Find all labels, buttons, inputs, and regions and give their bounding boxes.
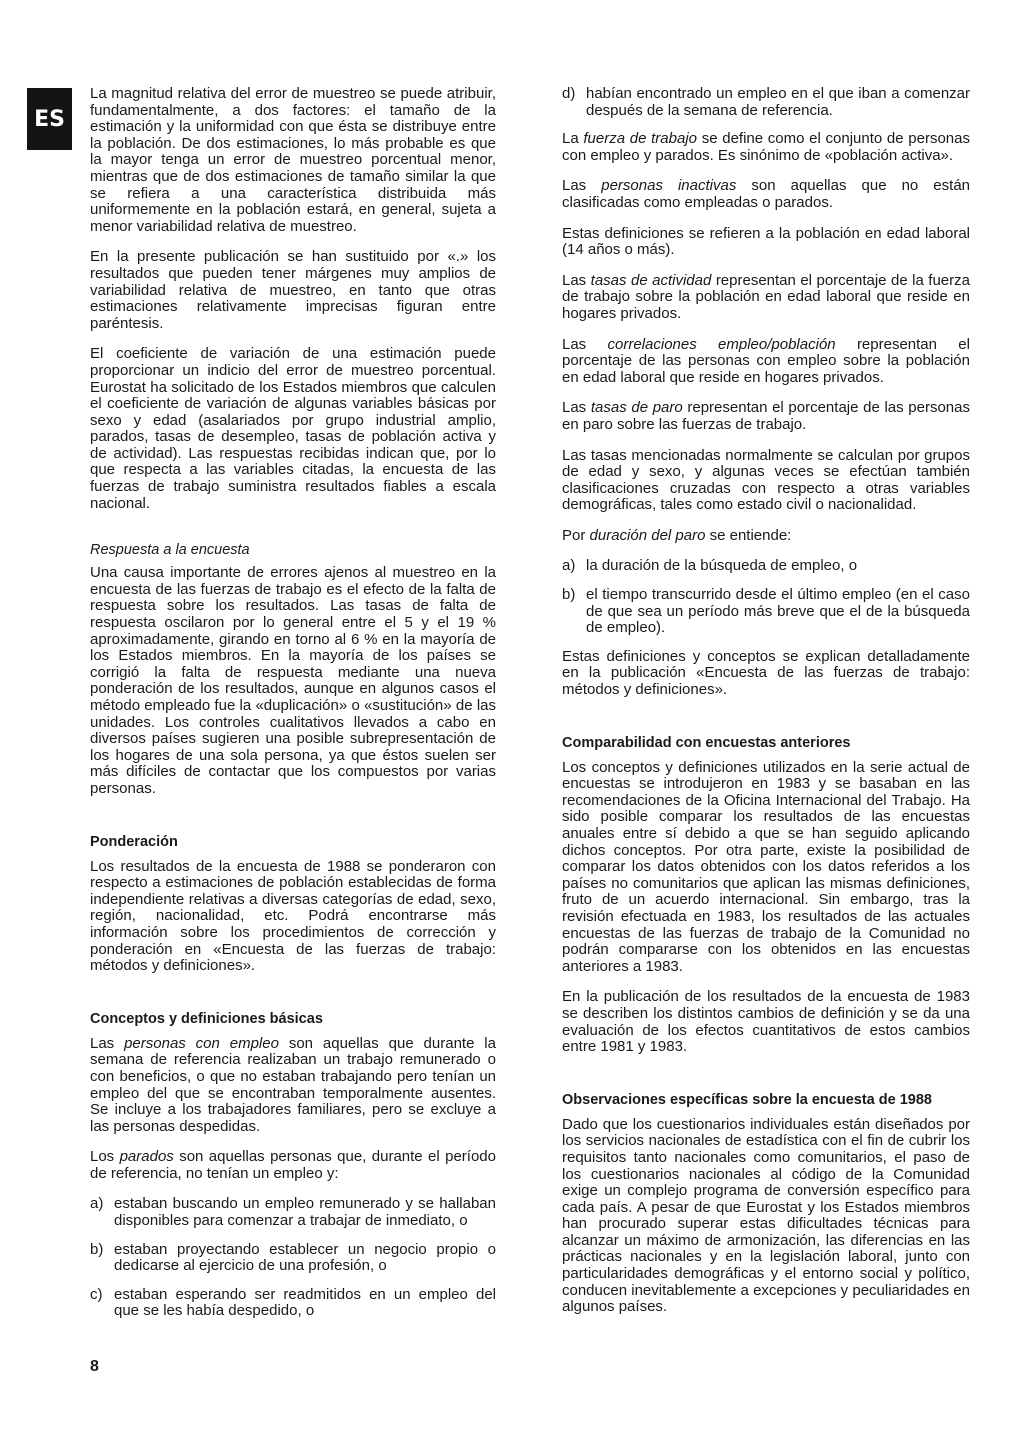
paragraph: Las tasas de paro representan el porcentaje de las personas en paro sobre las fuerzas de trabajo. <box>562 399 970 433</box>
list-text: el tiempo transcurrido desde el último empleo (en el caso de que sea un período más breve que el de la búsqueda de empleo). <box>586 586 970 637</box>
list-text: estaban proyectando establecer un negocio propio o dedicarse al ejercicio de una profesión, o <box>114 1240 496 1275</box>
language-tab: ES <box>27 88 72 150</box>
defined-term: tasas de paro <box>590 399 683 417</box>
list-text: la duración de la búsqueda de empleo, o <box>586 557 858 575</box>
paragraph: Los conceptos y definiciones utilizados en la serie actual de encuestas se introdujeron en 1983 y se basaban en las recomendaciones de la Oficina Internacional del Trabajo. Ha sido posible comparar los resultados de las encuestas anuales entre sí debido a que se han seguido aplicando dichos conceptos. Por otra parte, existe la posibilidad de comparar los datos obtenidos con los datos referidos a los países no comunitarios que aplican las mismas definiciones, fruto de un acuerdo internacional. Sin embargo, tras la revisión efectuada en 1983, los resultados de las actuales encuestas de las fuerzas de trabajo de la Comunidad no podrán compararse con los obtenidos en las encuestas anteriores a 1983. <box>562 758 970 975</box>
section-heading-comparabilidad: Comparabilidad con encuestas anteriores <box>562 734 851 751</box>
defined-term: personas con empleo <box>124 1034 279 1052</box>
list-item <box>562 86 970 119</box>
list-text: estaban esperando ser readmitidos en un empleo del que se les había despedido, o <box>114 1285 496 1320</box>
section-heading-observaciones: Observaciones específicas sobre la encuesta de 1988 <box>562 1091 932 1108</box>
defined-term: personas inactivas <box>601 177 737 195</box>
paragraph: Las personas inactivas son aquellas que no están clasificadas como empleadas o parados. <box>562 177 971 211</box>
list-item <box>562 587 970 637</box>
page-number: 8 <box>90 1358 99 1375</box>
paragraph: Por duración del paro se entiende: <box>562 526 792 544</box>
paragraph: Las correlaciones empleo/población representan el porcentaje de las personas con empleo sobre la población en edad laboral que reside en hogares privados. <box>562 335 970 386</box>
paragraph: Estas definiciones y conceptos se explican detalladamente en la publicación «Encuesta de las fuerzas de trabajo: métodos y definiciones». <box>562 647 970 699</box>
section-heading-respuesta: Respuesta a la encuesta <box>90 542 250 559</box>
list-item <box>562 558 970 575</box>
paragraph: Las tasas de actividad representan el porcentaje de la fuerza de trabajo sobre la población en edad laboral que reside en hogares privados. <box>562 271 970 322</box>
paragraph: La fuerza de trabajo se define como el conjunto de personas con empleo y parados. Es sinónimo de «población activa». <box>562 130 970 164</box>
defined-term: correlaciones empleo/población <box>607 335 836 353</box>
section-heading-ponderacion: Ponderación <box>90 833 178 850</box>
list-marker: a) <box>562 557 576 575</box>
section-heading-conceptos: Conceptos y definiciones básicas <box>90 1010 323 1027</box>
list-marker: a) <box>90 1195 104 1213</box>
list-text: habían encontrado un empleo en el que iban a comenzar después de la semana de referencia. <box>586 85 970 119</box>
paragraph: La magnitud relativa del error de muestreo se puede atribuir, fundamentalmente, a dos factores: el tamaño de la estimación y la uniformidad con que ésta se distribuye entre la población. De dos estimaciones, lo más probable es que la mayor tenga un error de muestreo porcentual menor, mientras que de dos estimaciones de tamaño similar la que se refiera a una característica distribuida más uniformemente en la población estará, en general, sujeta a menor variabilidad relativa de muestreo. <box>90 85 496 235</box>
paragraph: Los parados son aquellas personas que, durante el período de referencia, no tenían un empleo y: <box>90 1148 496 1182</box>
list-marker: c) <box>90 1285 103 1303</box>
paragraph: Dado que los cuestionarios individuales están diseñados por los servicios nacionales de estadística con el fin de cubrir los requisitos tanto nacionales como comunitarios, el paso de los cuestionarios nacionales al código de la Comunidad exige un complejo programa de conversión específico para cada país. A pesar de que Eurostat y los Estados miembros han procurado superar estas dificultades técnicas para alcanzar un máximo de armonización, las diferencias en las prácticas nacionales y en la legislación laboral, junto con particularidades demográficas y el entorno social y político, conducen inevitablemente a excepciones y peculiaridades en algunos países. <box>562 1115 970 1316</box>
list-item <box>90 1287 496 1320</box>
paragraph: En la publicación de los resultados de la encuesta de 1983 se describen los distintos cambios de definición y se da una evaluación de los efectos cuantitativos de estos cambios entre 1981 y 1983. <box>562 988 970 1056</box>
defined-term: parados <box>119 1148 174 1166</box>
paragraph: Los resultados de la encuesta de 1988 se ponderaron con respecto a estimaciones de población establecidas de forma independiente relativas a diversas categorías de edad, sexo, región, nacionalidad, etc. Podrá encontrarse más información sobre los procedimientos de corrección y ponderación en «Encuesta de las fuerzas de trabajo: métodos y definiciones». <box>90 857 496 975</box>
paragraph: Una causa importante de errores ajenos al muestreo en la encuesta de las fuerzas de trabajo es el efecto de la falta de respuesta sobre los resultados. Las tasas de falta de respuesta oscilaron por lo general entre el 5 y el 19 % aproximadamente, girando en torno al 6 % en la mayoría de los Estados miembros. En la mayoría de los países se corrigió la falta de respuesta mediante una nueva ponderación de los resultados, aunque en algunos casos el método empleado fue la «duplicación» o «sustitución» de las unidades. Los controles cualitativos llevados a cabo en diversos países sugieren una posible subrepresentación de los hogares de una sola persona, ya que éstos suelen ser más difíciles de contactar que los compuestos por varias personas. <box>90 564 496 797</box>
paragraph: En la presente publicación se han sustituido por «.» los resultados que pueden tener márgenes muy amplios de variabilidad relativa de muestreo, en tanto que otras estimaciones relativamente imprecisas figuran entre paréntesis. <box>90 248 496 332</box>
paragraph: Las tasas mencionadas normalmente se calculan por grupos de edad y sexo, y algunas veces se efectúan también clasificaciones cruzadas con respecto a otras variables demográficas, tales como estado civil o nacionalidad. <box>562 446 970 514</box>
defined-term: duración del paro <box>589 526 706 544</box>
list-item <box>90 1196 496 1229</box>
list-marker: d) <box>562 85 576 102</box>
list-marker: b) <box>562 586 576 604</box>
paragraph: Estas definiciones se refieren a la población en edad laboral (14 años o más). <box>562 224 970 259</box>
right-column <box>562 86 970 1330</box>
left-column <box>90 86 496 1332</box>
paragraph: Las personas con empleo son aquellas que durante la semana de referencia realizaban un trabajo remunerado o con beneficios, o que no estaban trabajando pero tenían un empleo del que se encontraban temporalmente ausentes. Se incluye a los trabajadores familiares, pero se excluye a las personas despedidas. <box>90 1034 496 1135</box>
list-marker: b) <box>90 1240 104 1258</box>
list-item <box>90 1242 496 1275</box>
paragraph: El coeficiente de variación de una estimación puede proporcionar un indicio del error de muestreo porcentual. Eurostat ha solicitado de los Estados miembros que calculen el coeficiente de variación de algunas variables básicas por sexo y edad (asalariados por grupo industrial amplio, parados, tasas de desempleo, tasas de población activa y de actividad). Las respuestas recibidas indican que, por lo que respecta a las variables citadas, la encuesta de las fuerzas de trabajo suministra resultados fiables a escala nacional. <box>90 345 496 512</box>
defined-term: tasas de actividad <box>590 271 712 289</box>
list-text: estaban buscando un empleo remunerado y se hallaban disponibles para comenzar a trabajar de inmediato, o <box>114 1195 496 1230</box>
defined-term: fuerza de trabajo <box>583 130 697 148</box>
